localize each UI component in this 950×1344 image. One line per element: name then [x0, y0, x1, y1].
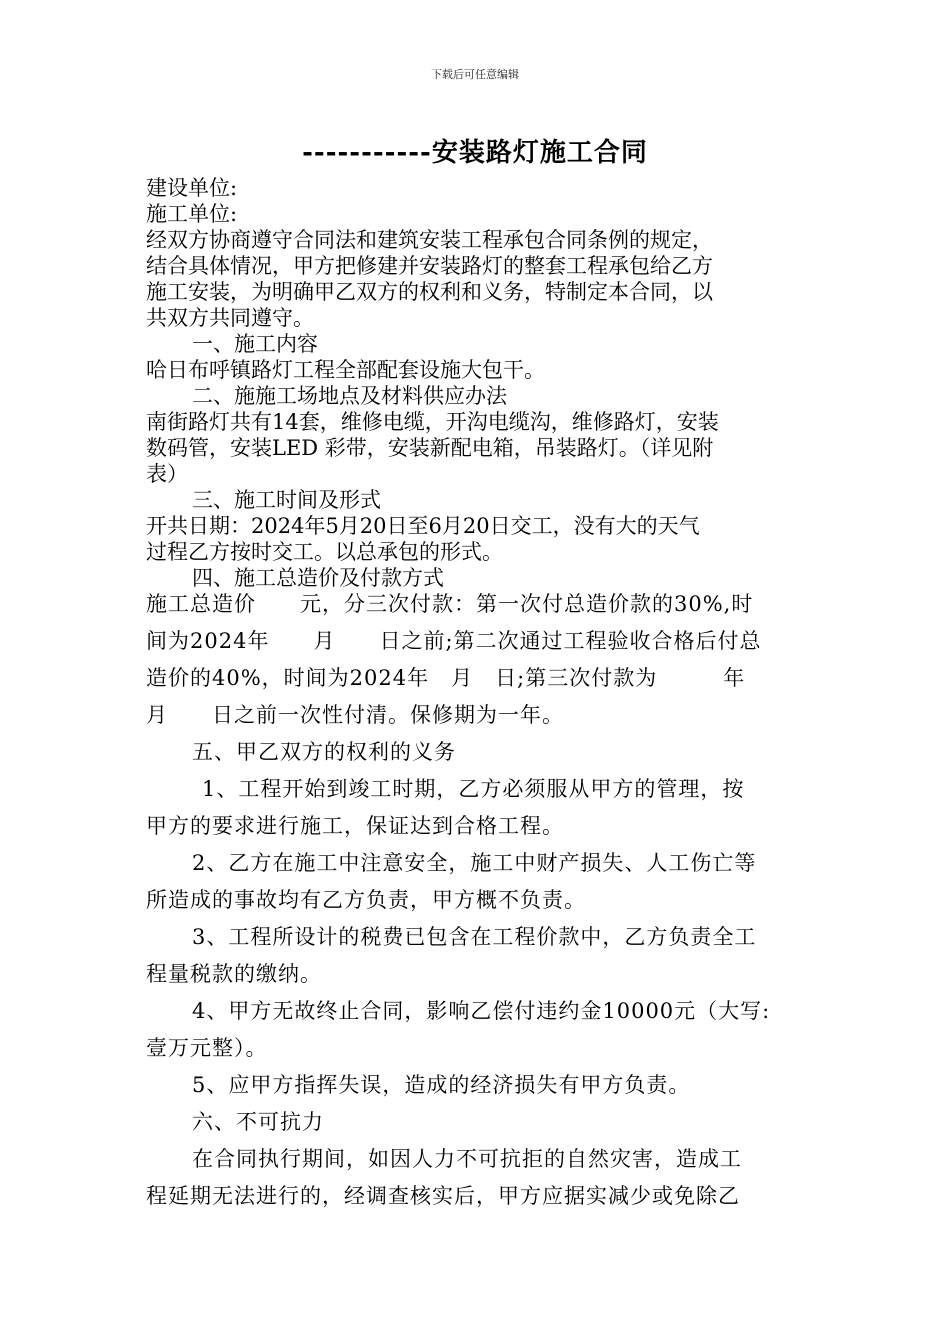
paragraph-line: 3、工程所设计的税费已包含在工程价款中，乙方负责全工 [192, 925, 757, 949]
paragraph-line: 过程乙方按时交工。以总承包的形式。 [146, 540, 503, 564]
paragraph-line: 程量税款的缴纳。 [146, 962, 322, 986]
paragraph-line: 结合具体情况，甲方把修建并安装路灯的整套工程承包给乙方 [146, 254, 713, 278]
paragraph-line: 开共日期：2024年5月20日至6月20日交工，没有大的天气 [146, 514, 700, 538]
paragraph-line: 月 日之前一次性付清。保修期为一年。 [146, 703, 564, 727]
paragraph-line: 南街路灯共有14套，维修电缆，开沟电缆沟，维修路灯，安装 [146, 410, 719, 434]
paragraph-line: 经双方协商遵守合同法和建筑安装工程承包合同条例的规定， [146, 228, 713, 252]
paragraph-line: 施工总造价 元，分三次付款：第一次付总造价款的30%,时 [146, 592, 754, 616]
paragraph-line: 共双方共同遵守。 [146, 306, 314, 330]
page-header-note: 下载后可任意编辑 [431, 68, 519, 81]
paragraph-line: 建设单位: [146, 176, 238, 200]
paragraph-line: 所造成的事故均有乙方负责，甲方概不负责。 [146, 888, 586, 912]
paragraph-line: 壹万元整）。 [146, 1036, 268, 1060]
paragraph-line: 甲方的要求进行施工，保证达到合格工程。 [146, 814, 564, 838]
paragraph-line: 数码管，安装LED 彩带，安装新配电箱，吊装路灯。（详见附 [146, 436, 714, 460]
paragraph-line: 1、工程开始到竣工时期，乙方必须服从甲方的管理，按 [202, 777, 745, 801]
paragraph-line: 2、乙方在施工中注意安全，施工中财产损失、人工伤亡等 [192, 851, 757, 875]
paragraph-line: 5、应甲方指挥失误，造成的经济损失有甲方负责。 [192, 1073, 691, 1097]
paragraph-line: 间为2024年 月 日之前;第二次通过工程验收合格后付总 [146, 629, 762, 653]
paragraph-line: 在合同执行期间，如因人力不可抗拒的自然灾害，造成工 [192, 1147, 742, 1171]
section-heading: 四、施工总造价及付款方式 [192, 566, 444, 590]
paragraph-line: 造价的40%，时间为2024年 月 日;第三次付款为 年 [146, 666, 746, 690]
section-heading: 三、施工时间及形式 [192, 488, 381, 512]
paragraph-line: 4、甲方无故终止合同，影响乙偿付违约金10000元（大写: [192, 999, 771, 1023]
paragraph-line: 施工单位: [146, 202, 238, 226]
section-heading: 二、施施工场地点及材料供应办法 [192, 384, 507, 408]
paragraph-line: 哈日布呼镇路灯工程全部配套设施大包干。 [146, 358, 545, 382]
section-heading: 五、甲乙双方的权利的义务 [192, 740, 456, 764]
paragraph-line: 表） [146, 462, 188, 486]
section-heading: 一、施工内容 [192, 332, 318, 356]
document-title: -----------安装路灯施工合同 [302, 138, 648, 168]
paragraph-line: 程延期无法进行的，经调查核实后，甲方应据实减少或免除乙 [146, 1184, 740, 1208]
section-heading: 六、不可抗力 [192, 1110, 324, 1134]
paragraph-line: 施工安装，为明确甲乙双方的权利和义务，特制定本合同，以 [146, 280, 713, 304]
